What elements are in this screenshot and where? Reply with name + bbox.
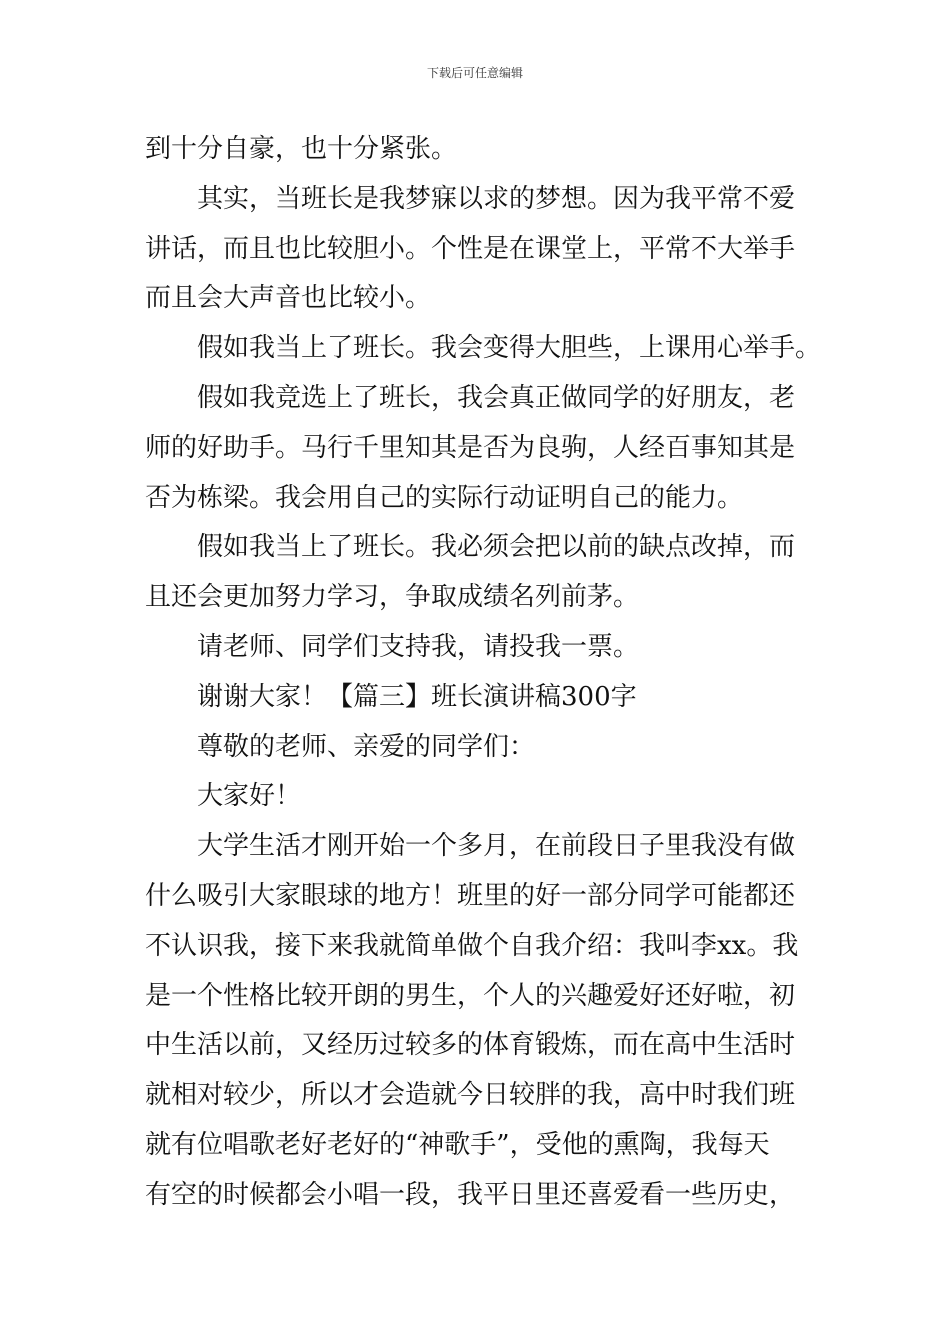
text-line: 假如我当上了班长。我会变得大胆些，上课用心举手。	[197, 333, 822, 364]
text-line: 而且会大声音也比较小。	[145, 283, 432, 314]
text-line: 谢谢大家！【篇三】班长演讲稿300字	[197, 681, 637, 712]
text-line: 讲话，而且也比较胆小。个性是在课堂上，平常不大举手	[145, 233, 796, 264]
text-line: 中生活以前，又经历过较多的体育锻炼，而在高中生活时	[145, 1030, 796, 1061]
text-line: 师的好助手。马行千里知其是否为良驹，人经百事知其是	[145, 432, 796, 463]
text-line: 有空的时候都会小唱一段，我平日里还喜爱看一些历史，	[145, 1179, 796, 1210]
text-line: 假如我竞选上了班长，我会真正做同学的好朋友，老	[197, 382, 796, 413]
text-line: 到十分自豪，也十分紧张。	[145, 134, 458, 164]
text-line: 尊敬的老师、亲爱的同学们：	[197, 731, 536, 762]
text-line: 其实，当班长是我梦寐以求的梦想。因为我平常不爱	[197, 183, 796, 214]
document-body	[145, 125, 822, 1221]
text-line: 请老师、同学们支持我，请投我一票。	[197, 631, 640, 662]
text-line: 就相对较少，所以才会造就今日较胖的我，高中时我们班	[145, 1080, 796, 1111]
text-line: 假如我当上了班长。我必须会把以前的缺点改掉，而	[197, 532, 796, 563]
text-line: 不认识我，接下来我就简单做个自我介绍：我叫李xx。我	[145, 930, 799, 961]
text-line: 是一个性格比较开朗的男生，个人的兴趣爱好还好啦，初	[145, 980, 796, 1011]
text-line: 就有位唱歌老好老好的“神歌手”，受他的熏陶，我每天	[145, 1129, 770, 1160]
text-line: 否为栋梁。我会用自己的实际行动证明自己的能力。	[145, 482, 744, 513]
page-header-note: 下载后可任意编辑	[426, 66, 523, 80]
text-line: 大家好！	[197, 781, 302, 812]
text-line: 且还会更加努力学习，争取成绩名列前茅。	[145, 582, 640, 613]
text-line: 大学生活才刚开始一个多月，在前段日子里我没有做	[197, 831, 796, 862]
text-line: 什么吸引大家眼球的地方！班里的好一部分同学可能都还	[145, 880, 796, 911]
